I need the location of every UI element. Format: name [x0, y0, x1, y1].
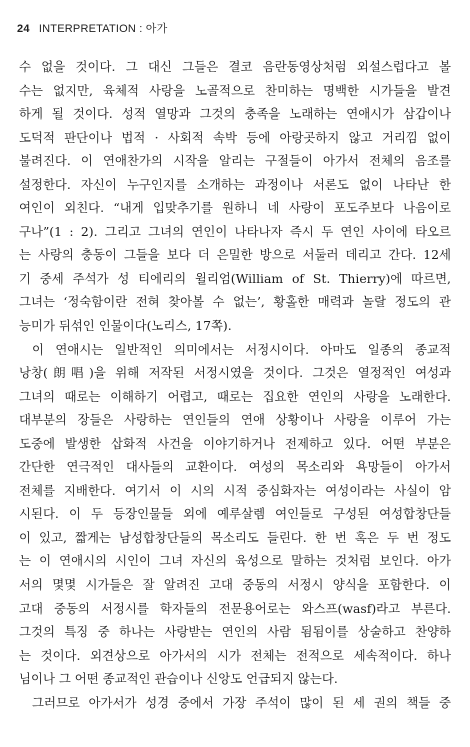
text-line: 기 중세 주석가 성 티에리의 윌리엄(William of St. Thierry)에 따르면, [19, 270, 451, 286]
text-line: 여인이 외친다. “내게 입맞추기를 원하니 네 사랑이 포도주보다 나음이로 [19, 200, 451, 216]
text-line: 고대 중동의 서정시를 학자들의 전문용어로는 와스프(wasf)라고 부른다. [19, 600, 451, 616]
text-line: 이 연애시는 일반적인 의미에서는 서정시이다. 아마도 일종의 종교적 [32, 341, 451, 357]
page-number: 24 [17, 23, 30, 35]
text-line: 설정한다. 자신이 누구인지를 소개하는 과정이나 서론도 없이 나타난 한 [19, 176, 451, 192]
text-line: 그녀는 ‘정숙함이란 전혀 찾아볼 수 없는’, 황홀한 매력과 놀랄 정도의 관 [19, 294, 451, 310]
text-line: 전체를 지배한다. 여기서 이 시의 시적 중심화자는 여성이라는 사실이 암 [19, 482, 451, 498]
text-line: 그녀의 때로는 이해하기 어렵고, 때로는 집요한 연인의 사랑을 노래한다. [19, 388, 451, 404]
text-line: 는 이 연애시의 시인이 그녀 자신의 육성으로 말하는 것처럼 보인다. 아가 [19, 553, 451, 569]
text-line: 이 있고, 짧게는 남성합창단들의 목소리도 들린다. 한 번 혹은 두 번 정도 [19, 529, 451, 545]
text-line: 간단한 연극적인 대사들의 교환이다. 여성의 목소리와 욕망들이 아가서 [19, 459, 451, 475]
text-line: 하게 될 것이다. 성적 열망과 그것의 충족을 노래하는 연애시가 삼갑이나 [19, 106, 451, 122]
text-line: 낭창(朗唱)을 위해 저작된 서정시였을 것이다. 그것은 열정적인 여성과 [19, 365, 451, 381]
text-line: 그러므로 아가서가 성경 중에서 가장 주석이 많이 된 세 권의 책들 중 [32, 694, 451, 710]
text-line: 는 것이다. 외견상으로 아가서의 시가 전체는 전적으로 세속적이다. 하나 [19, 647, 451, 663]
text-line: 대부분의 장들은 사랑하는 연인들의 연애 상황이나 사랑을 이루어 가는 [19, 412, 451, 428]
text-line: 능미가 뒤섞인 인물이다(노리스, 17쪽). [19, 318, 232, 334]
text-line: 그것의 특징 중 하나는 사랑받는 연인의 사람 됨됨이를 상술하고 찬양하 [19, 624, 451, 640]
body-text [19, 55, 451, 714]
text-line: 도덕적 판단이나 법적 · 사회적 속박 등에 아랑곳하지 않고 거리낌 없이 [19, 129, 451, 145]
text-line: 님이나 그 어떤 종교적인 관습이나 신앙도 언급되지 않는다. [19, 671, 338, 687]
text-line: 서의 몇몇 시가들은 잘 알려진 고대 중동의 서정시 양식을 포함한다. 이 [19, 577, 451, 593]
text-line: 시된다. 이 두 등장인물들 외에 예루살렘 여인들로 구성된 여성합창단들 [19, 506, 451, 522]
running-title: INTERPRETATION : 아가 [38, 23, 168, 35]
text-line: 수 없을 것이다. 그 대신 그들은 결코 음란동영상처럼 외설스럽다고 볼 [19, 59, 451, 74]
text-line: 수는 없지만, 육체적 사랑을 노골적으로 찬미하는 명백한 시가들을 발견 [19, 82, 451, 98]
text-line: 불려진다. 이 연애찬가의 시작을 알리는 구절들이 아가서 전체의 음조를 [19, 153, 451, 169]
text-line: 구나”(1 : 2). 그리고 그녀의 연인이 나타나자 즉시 두 연인 사이에 타오르 [19, 223, 451, 239]
running-header [17, 20, 167, 36]
text-line: 는 사랑의 충동이 그들을 보다 더 은밀한 방으로 서둘러 데리고 간다. 12세 [19, 247, 451, 263]
text-line: 도중에 발생한 삽화적 사건을 이야기하거나 전제하고 있다. 어떤 부분은 [19, 435, 451, 451]
